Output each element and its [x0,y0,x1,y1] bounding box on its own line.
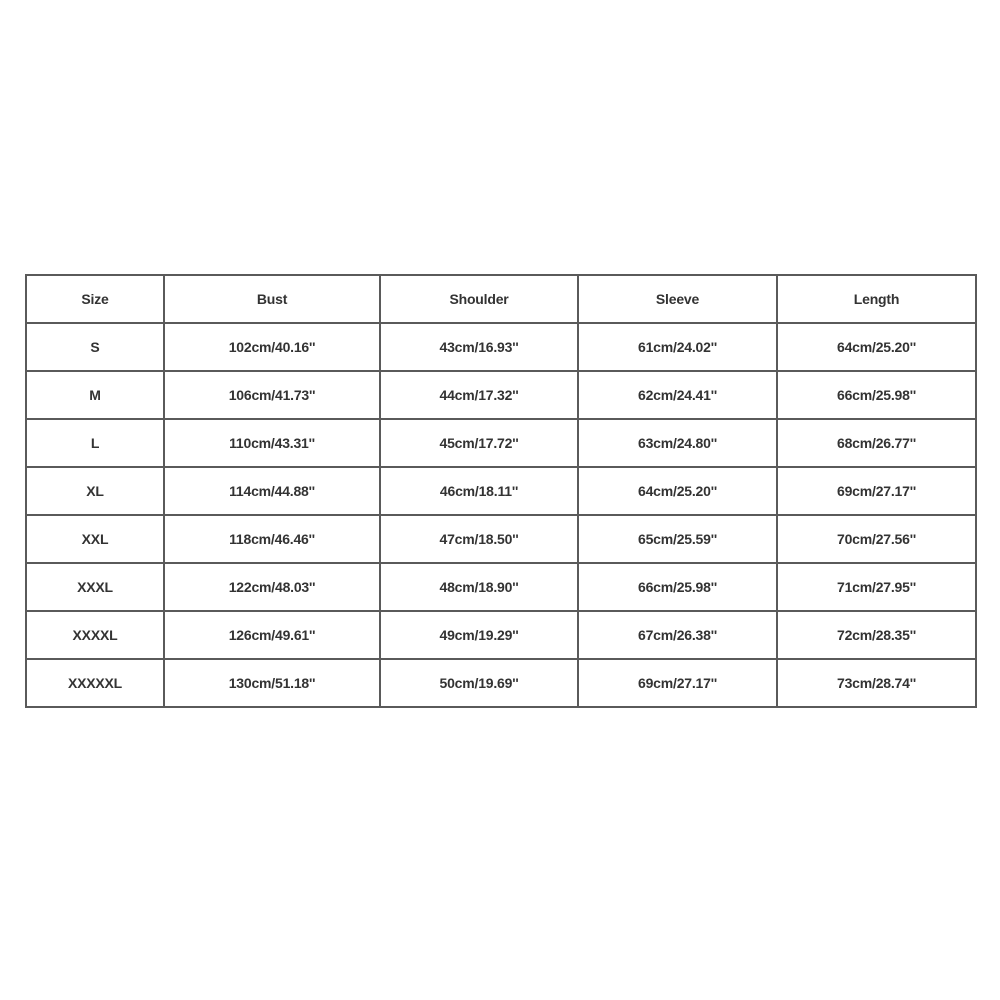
cell-size: XXXL [26,563,164,611]
cell-bust: 106cm/41.73'' [164,371,380,419]
table-header-row [26,275,976,323]
cell-length: 71cm/27.95'' [777,563,976,611]
cell-size: XXXXXL [26,659,164,707]
cell-bust: 118cm/46.46'' [164,515,380,563]
cell-sleeve: 67cm/26.38'' [578,611,777,659]
cell-length: 70cm/27.56'' [777,515,976,563]
cell-shoulder: 50cm/19.69'' [380,659,578,707]
cell-size: XXL [26,515,164,563]
table-row [26,659,976,707]
table-row [26,371,976,419]
cell-shoulder: 45cm/17.72'' [380,419,578,467]
header-bust: Bust [164,275,380,323]
cell-bust: 130cm/51.18'' [164,659,380,707]
cell-size: XL [26,467,164,515]
cell-length: 73cm/28.74'' [777,659,976,707]
table-row [26,323,976,371]
header-sleeve: Sleeve [578,275,777,323]
cell-length: 72cm/28.35'' [777,611,976,659]
size-chart-table [25,274,977,708]
cell-shoulder: 43cm/16.93'' [380,323,578,371]
cell-shoulder: 48cm/18.90'' [380,563,578,611]
cell-size: M [26,371,164,419]
table-row [26,467,976,515]
cell-bust: 110cm/43.31'' [164,419,380,467]
cell-shoulder: 49cm/19.29'' [380,611,578,659]
cell-sleeve: 61cm/24.02'' [578,323,777,371]
cell-sleeve: 66cm/25.98'' [578,563,777,611]
table-row [26,563,976,611]
cell-sleeve: 65cm/25.59'' [578,515,777,563]
cell-size: S [26,323,164,371]
cell-sleeve: 69cm/27.17'' [578,659,777,707]
table-row [26,515,976,563]
cell-bust: 122cm/48.03'' [164,563,380,611]
table-row [26,611,976,659]
cell-length: 66cm/25.98'' [777,371,976,419]
header-size: Size [26,275,164,323]
cell-shoulder: 44cm/17.32'' [380,371,578,419]
cell-bust: 126cm/49.61'' [164,611,380,659]
cell-bust: 114cm/44.88'' [164,467,380,515]
cell-bust: 102cm/40.16'' [164,323,380,371]
cell-sleeve: 64cm/25.20'' [578,467,777,515]
table-row [26,419,976,467]
cell-length: 68cm/26.77'' [777,419,976,467]
header-length: Length [777,275,976,323]
cell-size: L [26,419,164,467]
cell-shoulder: 47cm/18.50'' [380,515,578,563]
cell-shoulder: 46cm/18.11'' [380,467,578,515]
cell-length: 69cm/27.17'' [777,467,976,515]
cell-size: XXXXL [26,611,164,659]
header-shoulder: Shoulder [380,275,578,323]
cell-sleeve: 63cm/24.80'' [578,419,777,467]
cell-sleeve: 62cm/24.41'' [578,371,777,419]
cell-length: 64cm/25.20'' [777,323,976,371]
